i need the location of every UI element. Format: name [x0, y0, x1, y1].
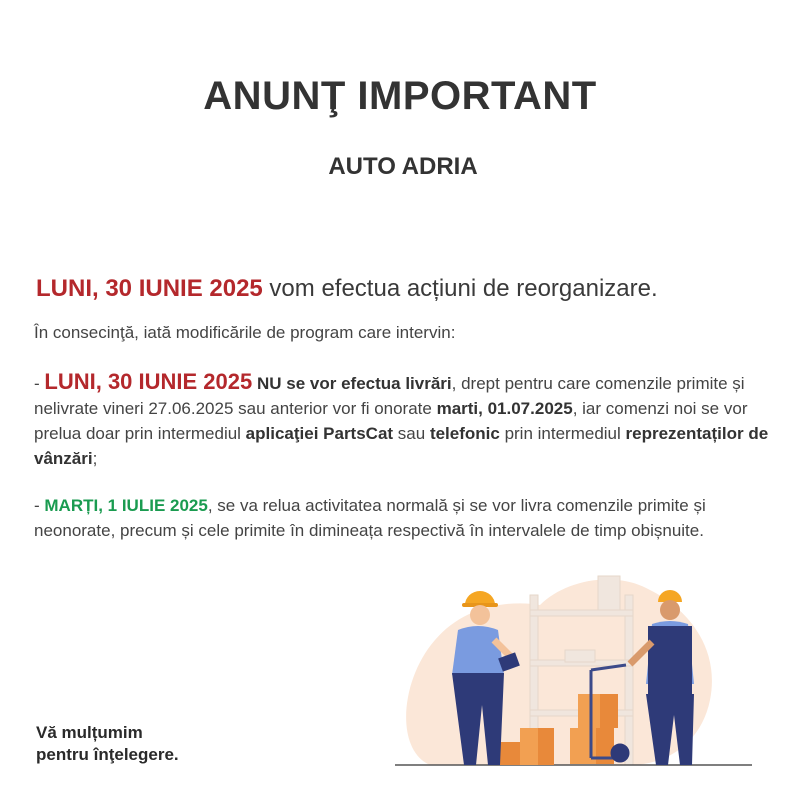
dash: -: [34, 374, 45, 393]
company-name: AUTO ADRIA: [328, 153, 478, 180]
thanks-line-1: Vă mulțumim: [36, 723, 143, 742]
dash: -: [34, 496, 45, 515]
partscat-app: aplicaţiei PartsCat: [245, 424, 394, 443]
sales-reps-text: reprezentaților de vânzări: [34, 424, 769, 468]
page-title: ANUNŢ IMPORTANT: [203, 74, 597, 118]
paragraph-monday: [34, 369, 774, 471]
intro-text: În consecinţă, iată modificările de program care intervin:: [34, 323, 456, 342]
monday-date: LUNI, 30 IUNIE 2025: [44, 369, 253, 394]
thank-you-note: [36, 722, 286, 766]
thanks-line-2: pentru înţelegere.: [36, 745, 179, 764]
paragraph-tuesday: [34, 493, 774, 543]
new-delivery-date: marti, 01.07.2025: [436, 399, 573, 418]
paragraph-text: ;: [92, 449, 98, 468]
lead-text: vom efectua acțiuni de reorganizare.: [262, 275, 658, 302]
lead-sentence: [36, 275, 776, 303]
no-delivery-text: NU se vor efectua livrări: [257, 374, 452, 393]
paragraph-text: , iar comenzi noi se vor prelua doar prin intermediul: [34, 399, 748, 443]
paragraph-text: sau: [393, 424, 430, 443]
tuesday-date: MARȚI, 1 IULIE 2025: [44, 496, 208, 515]
paragraph-text: , drept pentru care comenzile primite și nelivrate vineri 27.06.2025 sau anterior vor fi onorate: [34, 374, 745, 418]
warehouse-illustration: [390, 560, 790, 780]
paragraph-text: prin intermediul: [499, 424, 626, 443]
lead-date: LUNI, 30 IUNIE 2025: [36, 275, 263, 302]
paragraph-text: , se va relua activitatea normală și se vor livra comenzile primite și neonorate, precum și cele primite în dimineața respectivă în intervalele de timp obișnuite.: [34, 496, 706, 540]
phone-text: telefonic: [429, 424, 500, 443]
